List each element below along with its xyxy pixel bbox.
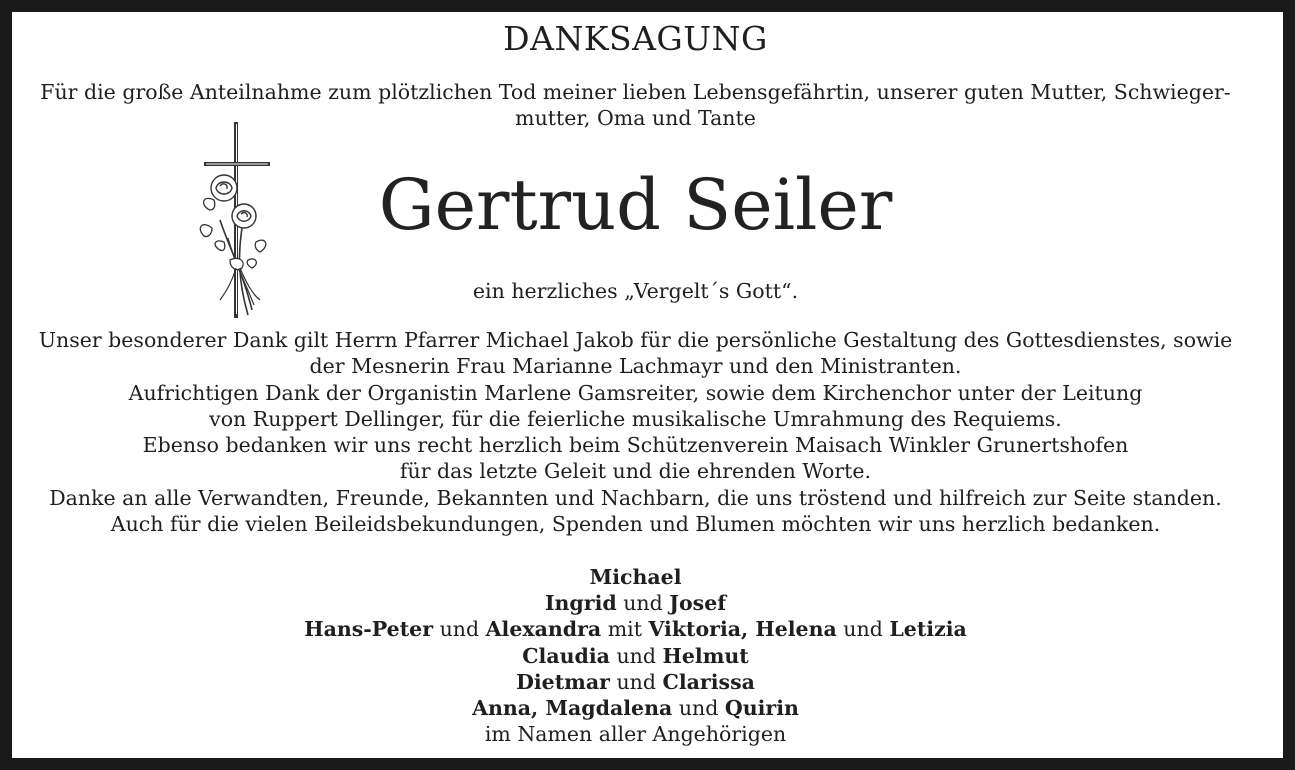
signer-name: Alexandra <box>485 617 602 642</box>
signer-name: Quirin <box>724 696 799 721</box>
signer-name: Hans-Peter <box>304 617 434 642</box>
conjunction: mit <box>607 617 642 642</box>
signer-name: Josef <box>669 591 727 616</box>
acknowledgement-text <box>30 327 1241 537</box>
signer-line <box>0 590 1271 616</box>
body-line: Aufrichtigen Dank der Organistin Marlene Gamsreiter, sowie dem Kirchenchor unter der Leitung <box>128 380 1143 405</box>
signer-name: Claudia <box>522 643 610 668</box>
body-line: Unser besonderer Dank gilt Herrn Pfarrer Michael Jakob für die persönliche Gestaltung des Gottesdienstes, sowie <box>38 328 1233 352</box>
body-line: von Ruppert Dellinger, für die feierliche musikalische Umrahmung des Requiems. <box>209 406 1062 431</box>
page-title: DANKSAGUNG <box>503 19 768 58</box>
signer-line <box>0 669 1271 695</box>
signer-name: Michael <box>589 565 682 589</box>
body-line: für das letzte Geleit und die ehrenden Worte. <box>399 459 872 484</box>
signer-line <box>0 616 1271 642</box>
deceased-name: Gertrud Seiler <box>378 164 893 246</box>
closing-line: im Namen aller Angehörigen <box>484 722 787 747</box>
signers-block <box>0 564 1271 747</box>
conjunction: und <box>616 643 656 668</box>
body-line: Danke an alle Verwandten, Freunde, Bekannten und Nachbarn, die uns tröstend und hilfreich zur Seite standen. <box>49 485 1222 510</box>
signer-name: Anna, Magdalena <box>472 696 673 721</box>
signer-line <box>0 564 1271 590</box>
conjunction: und <box>439 617 480 642</box>
signer-name: Viktoria, Helena <box>648 617 837 642</box>
signer-line <box>0 695 1271 721</box>
conjunction: und <box>678 696 719 721</box>
body-line: Auch für die vielen Beileidsbekundungen, Spenden und Blumen möchten wir uns herzlich bedanken. <box>110 512 1161 537</box>
signer-line <box>0 643 1271 669</box>
conjunction: und <box>616 669 657 694</box>
body-line: der Mesnerin Frau Marianne Lachmayr und den Ministranten. <box>309 354 962 379</box>
thanks-phrase: ein herzliches „Vergelt´s Gott“. <box>472 279 799 303</box>
signer-name: Dietmar <box>516 669 610 694</box>
conjunction: und <box>843 617 883 642</box>
body-line: Ebenso bedanken wir uns recht herzlich beim Schützenverein Maisach Winkler Grunertshofen <box>142 433 1129 458</box>
signer-name: Letizia <box>889 617 967 642</box>
signer-name: Clarissa <box>662 669 755 694</box>
intro-text: Für die große Anteilnahme zum plötzlichen Tod meiner lieben Lebensgefährtin, unserer guten Mutter, Schwieger-mutter, Oma und Tante <box>40 80 1231 130</box>
signer-name: Ingrid <box>544 591 617 616</box>
conjunction: und <box>623 591 663 616</box>
signer-name: Helmut <box>662 643 749 668</box>
